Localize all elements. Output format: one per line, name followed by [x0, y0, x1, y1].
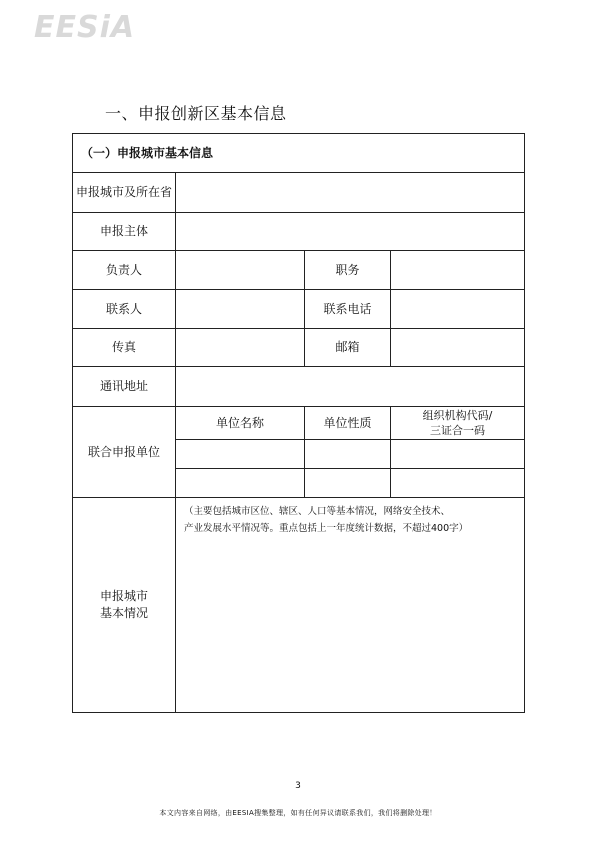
- label-person-in-charge: 负责人: [73, 251, 176, 290]
- field-unit-name-2[interactable]: [176, 469, 305, 498]
- label-contact: 联系人: [73, 290, 176, 329]
- field-unit-nature-2[interactable]: [305, 469, 391, 498]
- label-address: 通讯地址: [73, 367, 176, 407]
- label-email: 邮箱: [305, 329, 391, 367]
- label-city-overview-line2: 基本情况: [99, 606, 148, 620]
- field-fax[interactable]: [176, 329, 305, 367]
- header-org-code-line1: 组织机构代码/: [422, 409, 493, 422]
- label-city-province: 申报城市及所在省: [73, 173, 176, 213]
- overview-note-line1: （主要包括城市区位、辖区、人口等基本情况，网络安全技术、: [184, 506, 451, 517]
- field-org-code-1[interactable]: [391, 440, 525, 469]
- field-org-code-2[interactable]: [391, 469, 525, 498]
- page-title: 一、申报创新区基本信息: [105, 104, 287, 123]
- label-joint-units: 联合申报单位: [73, 407, 176, 498]
- header-org-code: [391, 407, 525, 440]
- field-unit-nature-1[interactable]: [305, 440, 391, 469]
- label-phone: 联系电话: [305, 290, 391, 329]
- footer-disclaimer: 本文内容来自网络，由EESIA搜集整理，如有任何异议请联系我们，我们将删除处理！: [159, 809, 437, 817]
- application-form-table: [72, 133, 525, 713]
- field-email[interactable]: [391, 329, 525, 367]
- field-person-in-charge[interactable]: [176, 251, 305, 290]
- field-position[interactable]: [391, 251, 525, 290]
- label-city-overview: [73, 498, 176, 713]
- field-city-province[interactable]: [176, 173, 525, 213]
- section-title: （一）申报城市基本信息: [73, 134, 525, 173]
- header-org-code-line2: 三证合一码: [430, 424, 485, 437]
- header-unit-nature: 单位性质: [305, 407, 391, 440]
- label-fax: 传真: [73, 329, 176, 367]
- field-contact[interactable]: [176, 290, 305, 329]
- field-address[interactable]: [176, 367, 525, 407]
- overview-note-line2: 产业发展水平情况等。重点包括上一年度统计数据，不超过400字）: [184, 523, 469, 534]
- label-position: 职务: [305, 251, 391, 290]
- page-number: 3: [295, 781, 301, 791]
- header-unit-name: 单位名称: [176, 407, 305, 440]
- field-city-overview[interactable]: [176, 498, 525, 713]
- field-phone[interactable]: [391, 290, 525, 329]
- label-city-overview-line1: 申报城市: [99, 589, 148, 603]
- label-applicant: 申报主体: [73, 213, 176, 251]
- eesia-logo: EESiA: [34, 10, 136, 45]
- field-unit-name-1[interactable]: [176, 440, 305, 469]
- field-applicant[interactable]: [176, 213, 525, 251]
